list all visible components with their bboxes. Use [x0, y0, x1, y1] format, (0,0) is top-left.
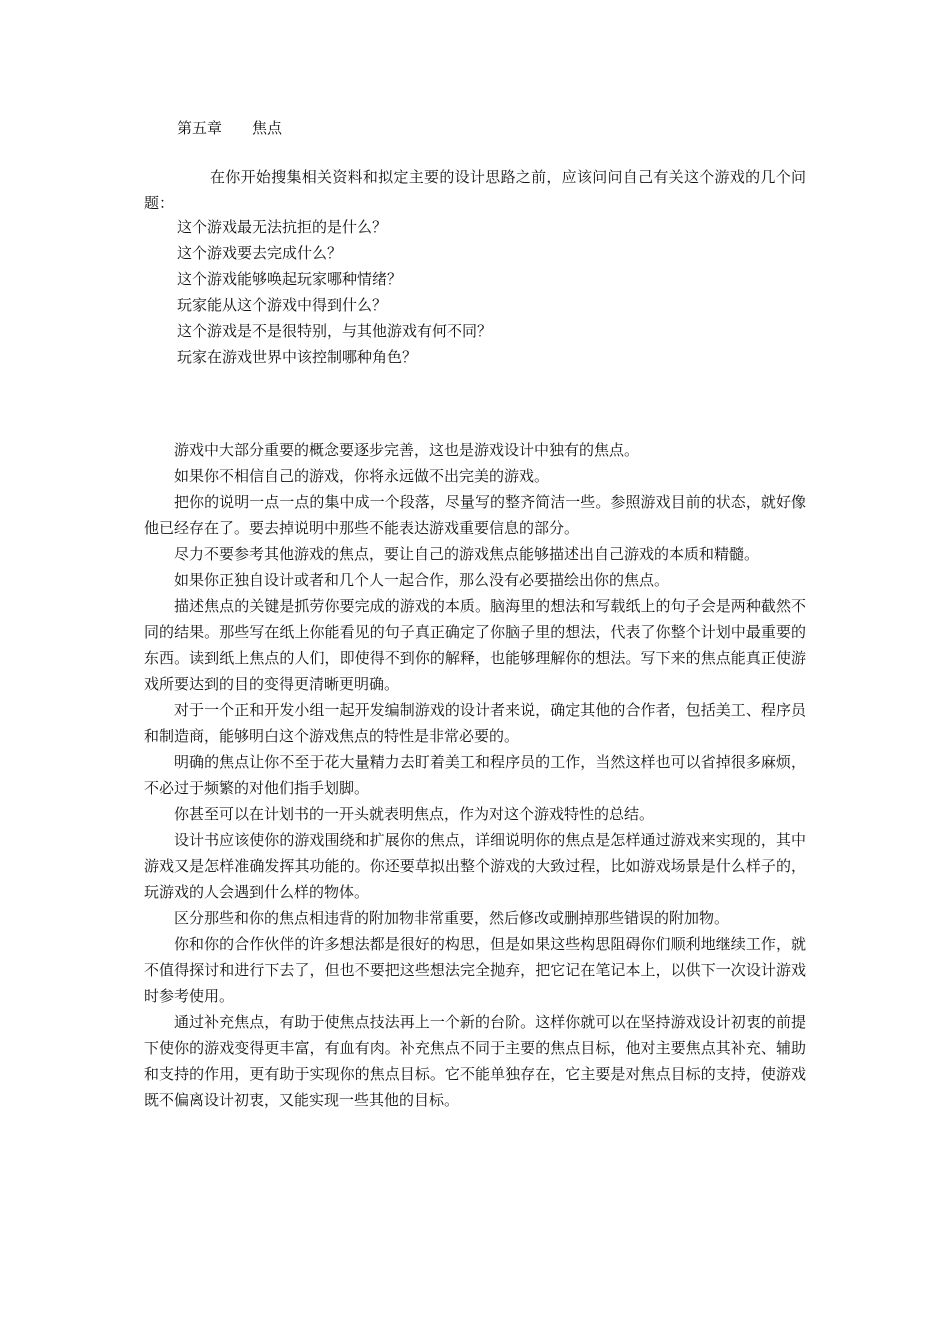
body-paragraph: 你和你的合作伙伴的许多想法都是很好的构思，但是如果这些构思阻碍你们顺利地继续工作，就不值得探讨和进行下去了，但也不要把这些想法完全抛弃，把它记在笔记本上，以供下一次设计游戏时参考使用。	[144, 935, 806, 1005]
question-item: 这个游戏最无法抗拒的是什么？	[177, 218, 388, 236]
body-paragraph: 你甚至可以在计划书的一开头就表明焦点，作为对这个游戏特性的总结。	[174, 805, 655, 823]
body-paragraph: 设计书应该使你的游戏围绕和扩展你的焦点，详细说明你的焦点是怎样通过游戏来实现的，其中游戏又是怎样准确发挥其功能的。你还要草拟出整个游戏的大致过程，比如游戏场景是什么样子的，玩游戏的人会遇到什么样的物体。	[144, 831, 806, 901]
question-item: 这个游戏是不是很特别，与其他游戏有何不同？	[177, 322, 493, 340]
question-item: 玩家在游戏世界中该控制哪种角色？	[177, 348, 418, 366]
body-paragraph: 通过补充焦点，有助于使焦点技法再上一个新的台阶。这样你就可以在坚持游戏设计初衷的前提下使你的游戏变得更丰富，有血有肉。补充焦点不同于主要的焦点目标，他对主要焦点其补充、辅助和支持的作用，更有助于实现你的焦点目标。它不能单独存在，它主要是对焦点目标的支持，使游戏既不偏离设计初衷，又能实现一些其他的目标。	[144, 1013, 806, 1109]
intro-paragraph: 在你开始搜集相关资料和拟定主要的设计思路之前，应该问问自己有关这个游戏的几个问题：	[144, 168, 806, 212]
question-item: 这个游戏能够唤起玩家哪种情绪？	[177, 270, 403, 288]
body-paragraph: 如果你不相信自己的游戏，你将永远做不出完美的游戏。	[174, 467, 550, 485]
body-paragraph: 如果你正独自设计或者和几个人一起合作，那么没有必要描绘出你的焦点。	[174, 571, 670, 589]
body-paragraph: 描述焦点的关键是抓劳你要完成的游戏的本质。脑海里的想法和写载纸上的句子会是两种截然不同的结果。那些写在纸上你能看见的句子真正确定了你脑子里的想法，代表了你整个计划中最重要的东西。读到纸上焦点的人们，即使得不到你的解释，也能够理解你的想法。写下来的焦点能真正使游戏所要达到的目的变得更清晰更明确。	[144, 597, 806, 693]
body-paragraph: 把你的说明一点一点的集中成一个段落，尽量写的整齐简洁一些。参照游戏目前的状态，就好像他已经存在了。要去掉说明中那些不能表达游戏重要信息的部分。	[144, 493, 806, 537]
intro-block	[144, 164, 806, 216]
body-text	[144, 437, 806, 1113]
body-paragraph: 游戏中大部分重要的概念要逐步完善，这也是游戏设计中独有的焦点。	[174, 441, 640, 459]
body-paragraph: 对于一个正和开发小组一起开发编制游戏的设计者来说，确定其他的合作者，包括美工、程序员和制造商，能够明白这个游戏焦点的特性是非常必要的。	[144, 701, 806, 745]
question-item: 这个游戏要去完成什么？	[177, 244, 343, 262]
body-paragraph: 明确的焦点让你不至于花大量精力去盯着美工和程序员的工作，当然这样也可以省掉很多麻烦，不必过于频繁的对他们指手划脚。	[144, 753, 806, 797]
question-item: 玩家能从这个游戏中得到什么？	[177, 296, 388, 314]
question-list	[144, 214, 806, 370]
body-paragraph: 尽力不要参考其他游戏的焦点，要让自己的游戏焦点能够描述出自己游戏的本质和精髓。	[174, 545, 760, 563]
body-paragraph: 区分那些和你的焦点相违背的附加物非常重要，然后修改或删掉那些错误的附加物。	[174, 909, 730, 927]
chapter-title: 第五章 焦点	[177, 119, 283, 137]
